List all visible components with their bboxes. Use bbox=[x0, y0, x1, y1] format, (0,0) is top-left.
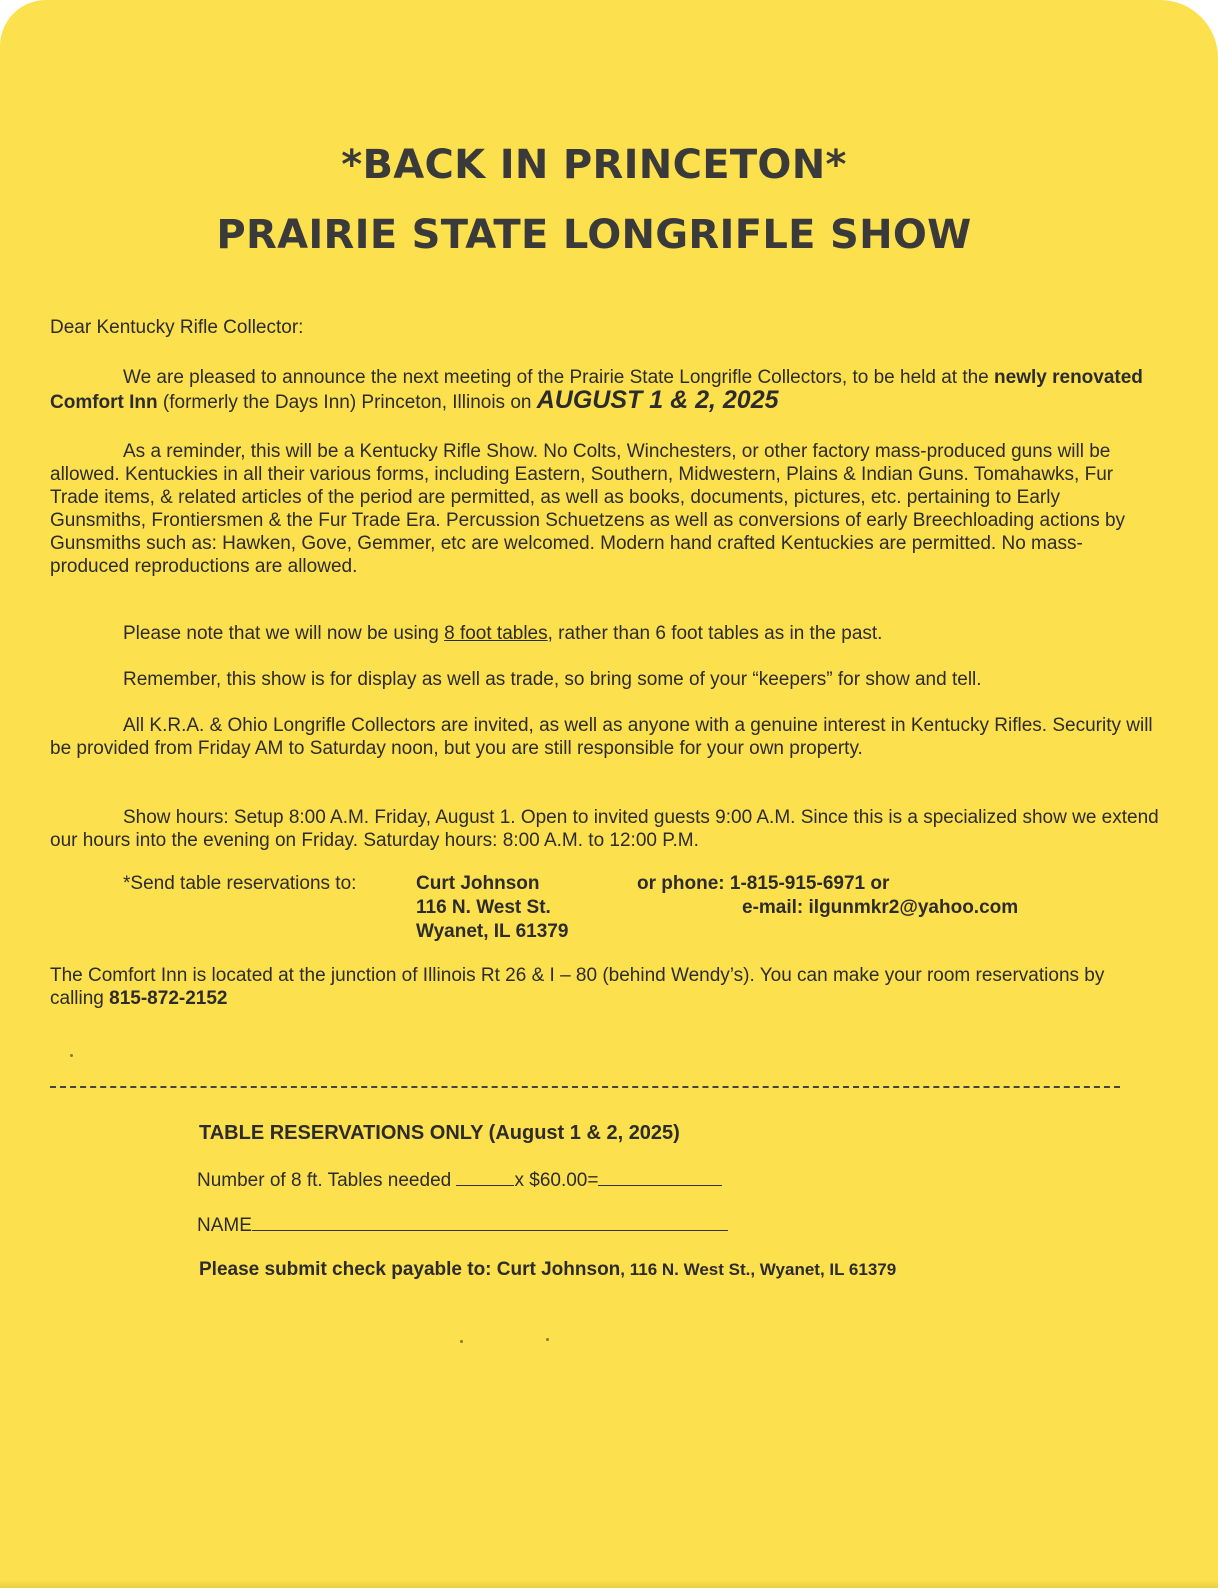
headline-show-name: PRAIRIE STATE LONGRIFLE SHOW bbox=[216, 212, 972, 258]
tables-needed-row bbox=[197, 1167, 722, 1192]
show-hours-text: Show hours: Setup 8:00 A.M. Friday, August 1. Open to invited guests 9:00 A.M. Since this is a specialized show we extend our hours into the evening on Friday. Saturday hours: 8:00 A.M. to 12:00 P.M. bbox=[50, 807, 1159, 851]
headline-back-in-princeton: *BACK IN PRINCETON* bbox=[341, 142, 847, 188]
hotel-paragraph bbox=[50, 964, 1160, 1010]
remember-text: Remember, this show is for display as well as trade, so bring some of your “keepers” for show and tell. bbox=[123, 669, 982, 690]
hotel-phone: 815-872-2152 bbox=[109, 988, 228, 1009]
contact-street: 116 N. West St. bbox=[416, 897, 551, 918]
invitation-text: All K.R.A. & Ohio Longrifle Collectors are invited, as well as anyone with a genuine interest in Kentucky Rifles. Security will be provided from Friday AM to Saturday noon, but you are still responsible for your own property. bbox=[50, 715, 1153, 759]
paper-speck bbox=[546, 1338, 549, 1341]
paper-speck bbox=[460, 1340, 463, 1343]
invitation-paragraph bbox=[50, 714, 1160, 760]
name-label: NAME bbox=[197, 1215, 252, 1236]
contact-city: Wyanet, IL 61379 bbox=[416, 921, 569, 942]
contact-address-block bbox=[416, 872, 568, 944]
tables-note-paragraph bbox=[50, 622, 1160, 645]
total-amount-blank[interactable] bbox=[598, 1167, 722, 1186]
announcement-text-2: (formerly the Days Inn) Princeton, Illinois on bbox=[157, 392, 537, 413]
show-date: AUGUST 1 & 2, 2025 bbox=[536, 386, 779, 414]
show-hours-paragraph bbox=[50, 806, 1160, 852]
payable-to: Please submit check payable to: Curt Johnson bbox=[199, 1259, 621, 1280]
hotel-text: The Comfort Inn is located at the junction of Illinois Rt 26 & I – 80 (behind Wendy’s). You can make your room reservations by calling bbox=[50, 965, 1105, 1009]
payable-address: , 116 N. West St., Wyanet, IL 61379 bbox=[620, 1260, 897, 1279]
form-heading: TABLE RESERVATIONS ONLY (August 1 & 2, 2025) bbox=[199, 1122, 680, 1144]
tables-quantity-blank[interactable] bbox=[456, 1167, 514, 1186]
table-price: x $60.00= bbox=[514, 1170, 599, 1191]
tables-note-before: Please note that we will now be using bbox=[123, 623, 445, 644]
contact-name: Curt Johnson bbox=[416, 873, 540, 894]
name-row bbox=[197, 1212, 728, 1237]
salutation: Dear Kentucky Rifle Collector: bbox=[50, 317, 304, 338]
announcement-text: We are pleased to announce the next meeting of the Prairie State Longrifle Collectors, to be held at the bbox=[123, 367, 995, 388]
tables-needed-label: Number of 8 ft. Tables needed bbox=[197, 1170, 452, 1191]
payment-instructions bbox=[199, 1259, 896, 1281]
remember-paragraph bbox=[50, 668, 1160, 691]
reminder-paragraph bbox=[50, 440, 1160, 578]
tables-note-after: , rather than 6 foot tables as in the past. bbox=[547, 623, 883, 644]
contact-email: e-mail: ilgunmkr2@yahoo.com bbox=[742, 897, 1019, 918]
reminder-text: As a reminder, this will be a Kentucky Rifle Show. No Colts, Winchesters, or other factory mass-produced guns will be allowed. Kentuckies in all their various forms, including Eastern, Southern, Midwestern, Plains & Indian Guns. Tomahawks, Fur Trade items, & related articles of the period are permitted, as well as books, documents, pictures, etc. pertaining to Early Gunsmiths, Frontiersmen & the Fur Trade Era. Percussion Schuetzens as well as conversions of early Breechloading actions by Gunsmiths such as: Hawken, Gove, Gemmer, etc are welcomed. Modern hand crafted Kentuckies are permitted. No mass-produced reproductions are allowed. bbox=[50, 441, 1126, 577]
tables-note-underlined: 8 foot tables bbox=[444, 623, 548, 644]
announcement-paragraph bbox=[50, 366, 1160, 414]
paper-speck bbox=[70, 1054, 73, 1057]
reservation-label: *Send table reservations to: bbox=[123, 873, 357, 894]
venue-name: newly renovated Comfort Inn bbox=[50, 367, 1143, 413]
name-blank[interactable] bbox=[252, 1212, 728, 1231]
contact-phone: or phone: 1-815-915-6971 or bbox=[637, 873, 890, 894]
cut-line bbox=[50, 1086, 1120, 1088]
